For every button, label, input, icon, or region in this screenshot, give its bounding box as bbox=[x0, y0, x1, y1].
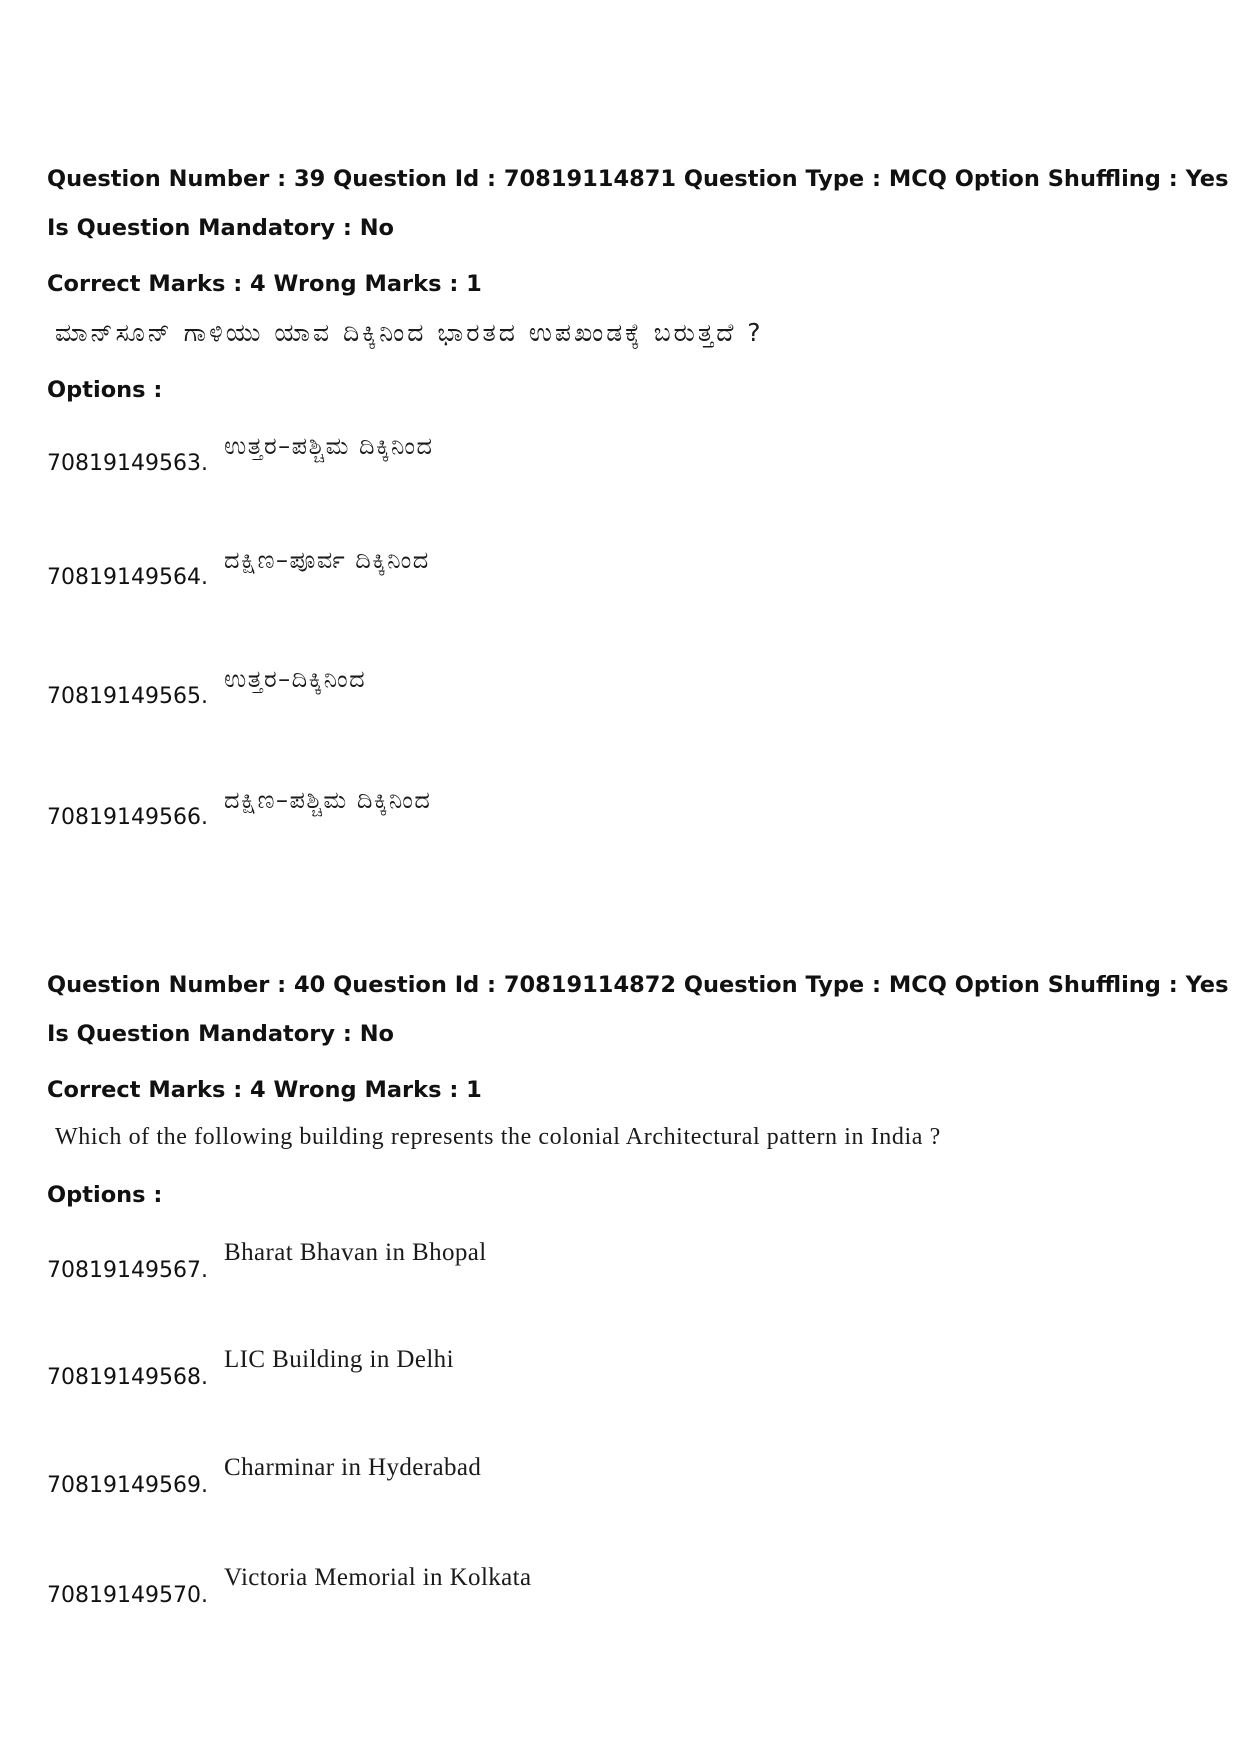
option-id: 70819149568. bbox=[47, 1365, 208, 1390]
option-row[interactable] bbox=[47, 649, 947, 709]
option-id: 70819149566. bbox=[47, 805, 208, 830]
option-id: 70819149567. bbox=[47, 1258, 208, 1283]
option-text: Charminar in Hyderabad bbox=[224, 1454, 482, 1481]
option-row[interactable] bbox=[47, 1223, 947, 1283]
option-text: Victoria Memorial in Kolkata bbox=[224, 1564, 532, 1591]
question-meta-line: Question Number : 39 Question Id : 70819114871 Question Type : MCQ Option Shuffling : Yes bbox=[47, 166, 1229, 192]
mandatory-line: Is Question Mandatory : No bbox=[47, 215, 394, 241]
options-label: Options : bbox=[47, 377, 163, 403]
option-text: ಉತ್ತರ–ಪಶ್ಚಿಮ ದಿಕ್ಕಿನಿಂದ bbox=[224, 432, 434, 460]
question-text: Which of the following building represents the colonial Architectural pattern in India ? bbox=[55, 1124, 941, 1150]
option-id: 70819149565. bbox=[47, 684, 208, 709]
option-text: ಉತ್ತರ–ದಿಕ್ಕಿನಿಂದ bbox=[224, 665, 367, 693]
question-meta-line: Question Number : 40 Question Id : 70819114872 Question Type : MCQ Option Shuffling : Yes bbox=[47, 972, 1229, 998]
option-id: 70819149569. bbox=[47, 1473, 208, 1498]
marks-line: Correct Marks : 4 Wrong Marks : 1 bbox=[47, 271, 482, 297]
option-id: 70819149570. bbox=[47, 1583, 208, 1608]
option-row[interactable] bbox=[47, 416, 947, 476]
marks-line: Correct Marks : 4 Wrong Marks : 1 bbox=[47, 1077, 482, 1103]
option-text: LIC Building in Delhi bbox=[224, 1346, 454, 1373]
question-text: ಮಾನ್‌ಸೂನ್ ಗಾಳಿಯು ಯಾವ ದಿಕ್ಕಿನಿಂದ ಭಾರತದ ಉಪಖಂಡಕ್ಕೆ ಬರುತ್ತದೆ ? bbox=[55, 318, 764, 347]
option-row[interactable] bbox=[47, 1438, 947, 1498]
option-text: Bharat Bhavan in Bhopal bbox=[224, 1239, 487, 1266]
option-row[interactable] bbox=[47, 1330, 947, 1390]
option-id: 70819149563. bbox=[47, 451, 208, 476]
mandatory-line: Is Question Mandatory : No bbox=[47, 1021, 394, 1047]
option-text: ದಕ್ಷಿಣ–ಪೂರ್ವ ದಿಕ್ಕಿನಿಂದ bbox=[224, 546, 430, 574]
option-text: ದಕ್ಷಿಣ–ಪಶ್ಚಿಮ ದಿಕ್ಕಿನಿಂದ bbox=[224, 786, 432, 814]
option-row[interactable] bbox=[47, 770, 947, 830]
option-row[interactable] bbox=[47, 530, 947, 590]
options-label: Options : bbox=[47, 1182, 163, 1208]
option-id: 70819149564. bbox=[47, 565, 208, 590]
option-row[interactable] bbox=[47, 1548, 947, 1608]
